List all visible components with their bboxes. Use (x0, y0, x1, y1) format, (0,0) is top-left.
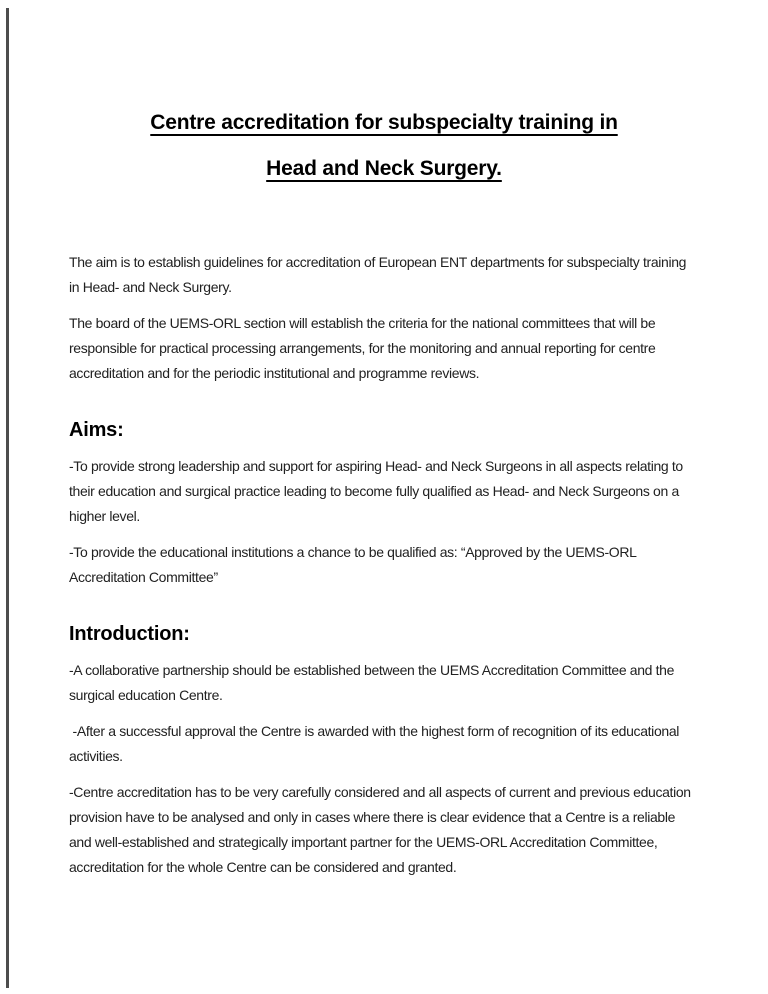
document-title (69, 100, 699, 192)
aims-paragraph-2: -To provide the educational institutions a chance to be qualified as: “Approved by the UEMS-ORL Accreditation Committee” (69, 544, 639, 585)
intro-paragraph-2: The board of the UEMS-ORL section will establish the criteria for the national committees that will be responsible for practical processing arrangements, for the monitoring and annual reporting for centre accreditation and for the periodic institutional and programme reviews. (69, 315, 659, 381)
introduction-heading: Introduction: (69, 623, 190, 645)
title-line-2: Head and Neck Surgery. (266, 157, 502, 180)
introduction-paragraph-1: -A collaborative partnership should be established between the UEMS Accreditation Committee and the surgical education Centre. (69, 662, 678, 703)
title-line-1: Centre accreditation for subspecialty training in (150, 111, 618, 134)
document-body (69, 250, 699, 880)
document-content (69, 0, 699, 891)
introduction-paragraph-3: -Centre accreditation has to be very carefully considered and all aspects of current and previous education provision have to be analysed and only in cases where there is clear evidence that a Centre is a reliable and well-established and strategically important partner for the UEMS-ORL Accreditation Committee, accreditation for the whole Centre can be considered and granted. (69, 784, 695, 875)
page-edge-scan-line (6, 8, 9, 988)
intro-paragraph-1: The aim is to establish guidelines for accreditation of European ENT departments for subspecialty training in Head- and Neck Surgery. (69, 254, 690, 295)
aims-paragraph-1: -To provide strong leadership and support for aspiring Head- and Neck Surgeons in all aspects relating to their education and surgical practice leading to become fully qualified as Head- and Neck Surgeons on a higher level. (69, 458, 687, 524)
aims-heading: Aims: (69, 419, 124, 441)
introduction-paragraph-2: -After a successful approval the Centre is awarded with the highest form of recognition of its educational activities. (69, 723, 683, 764)
